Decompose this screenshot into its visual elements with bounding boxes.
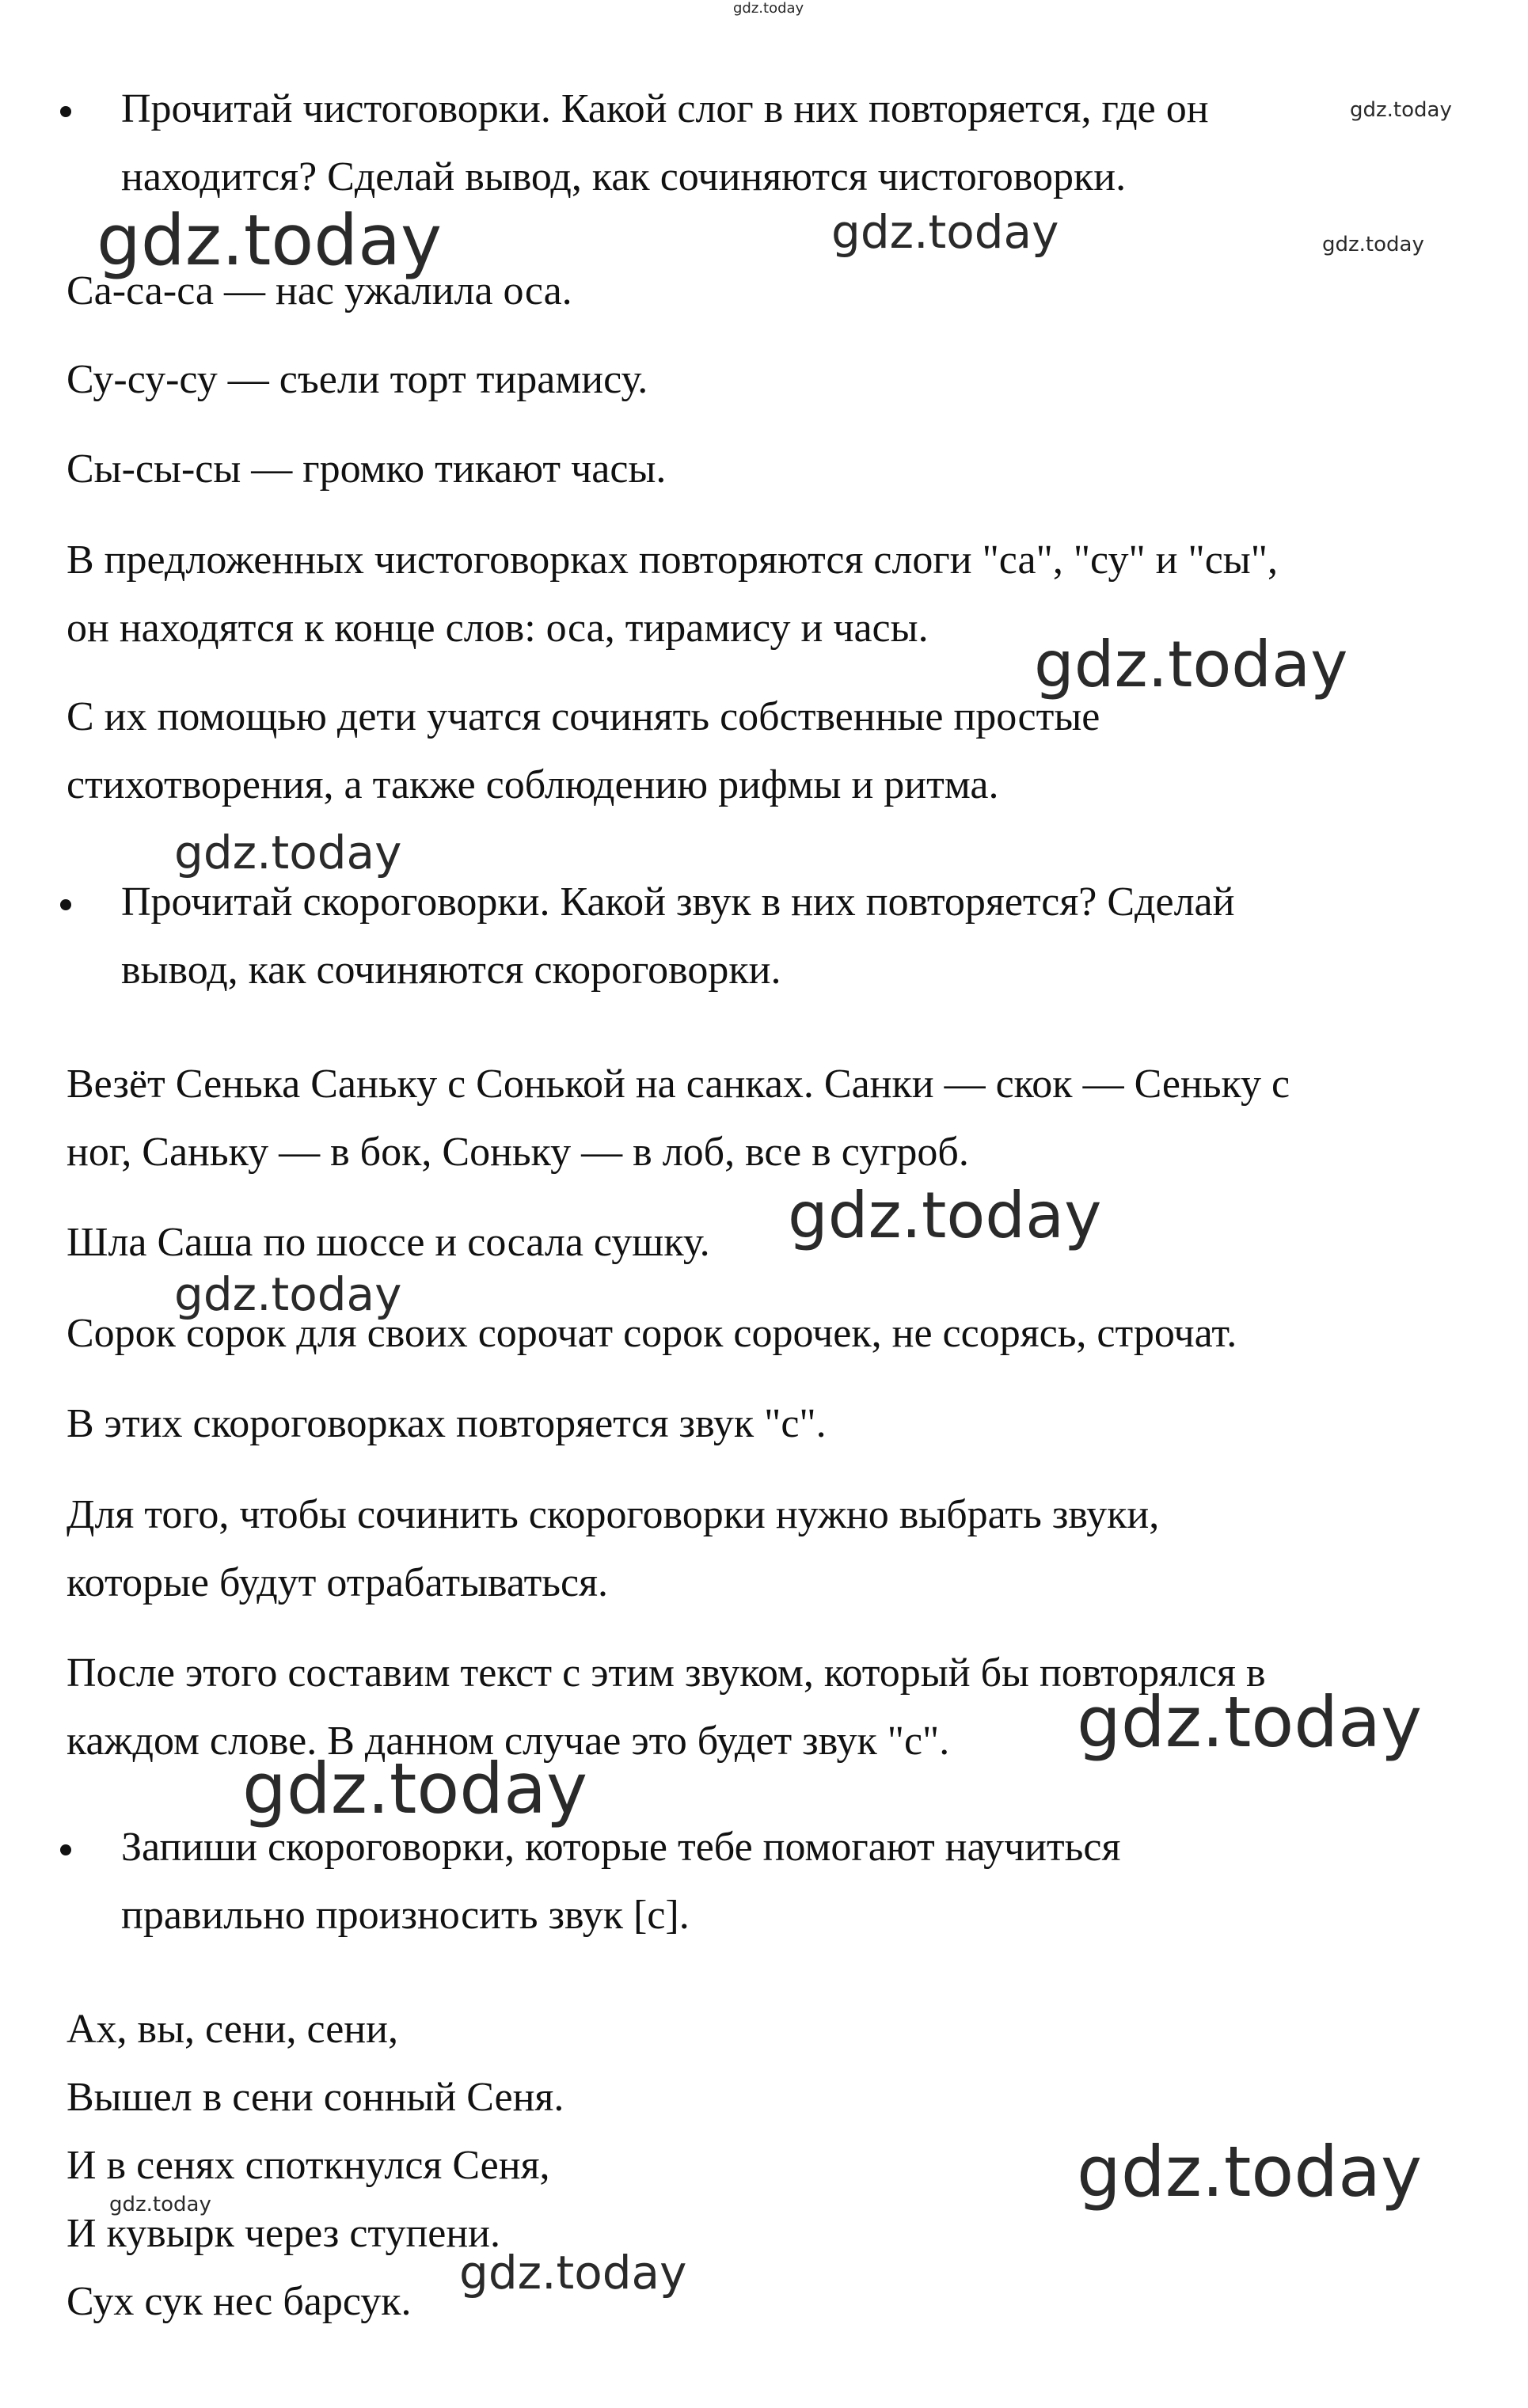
clean-phrase-1: Са-са-са — нас ужалила оса. <box>67 268 572 313</box>
poem-line-2: Вышел в сени сонный Сеня. <box>67 2075 564 2120</box>
tongue-twister-3: Сорок сорок для своих сорочат сорок сорочек, не ссорясь, строчат. <box>67 1311 1237 1356</box>
tongue-twister-1-line-2: ног, Саньку — в бок, Соньку — в лоб, все в сугроб. <box>67 1130 969 1175</box>
question-3-line-1: Запиши скороговорки, которые тебе помогают научиться <box>121 1825 1121 1870</box>
watermark: gdz.today <box>1350 98 1452 122</box>
answer-2-line-1: С их помощью дети учатся сочинять собственные простые <box>67 694 1100 739</box>
poem-line-1: Ах, вы, сени, сени, <box>67 2007 398 2052</box>
question-2-line-2: вывод, как сочиняются скороговорки. <box>121 948 781 993</box>
watermark-top: gdz.today <box>733 0 804 17</box>
question-1-line-1: Прочитай чистоговорки. Какой слог в них повторяется, где он <box>121 86 1209 131</box>
question-1-line-2: находится? Сделай вывод, как сочиняются чистоговорки. <box>121 154 1127 199</box>
answer-4-line-2: которые будут отрабатываться. <box>67 1560 609 1605</box>
watermark: gdz.today <box>97 199 443 281</box>
watermark: gdz.today <box>1077 2131 1423 2212</box>
bullet-icon <box>60 106 71 117</box>
question-2-line-1: Прочитай скороговорки. Какой звук в них повторяется? Сделай <box>121 879 1235 925</box>
watermark: gdz.today <box>459 2246 687 2300</box>
answer-2-line-2: стихотворения, а также соблюдению рифмы и ритма. <box>67 762 999 807</box>
watermark: gdz.today <box>831 205 1059 259</box>
poem-line-4: И кувырк через ступени. <box>67 2211 501 2256</box>
answer-1-line-2: он находятся к конце слов: оса, тирамису и часы. <box>67 606 929 651</box>
watermark: gdz.today <box>1077 1681 1423 1763</box>
answer-3: В этих скороговорках повторяется звук "с". <box>67 1401 827 1446</box>
answer-5-line-1: После этого составим текст с этим звуком, который бы повторялся в <box>67 1650 1266 1696</box>
watermark: gdz.today <box>242 1748 588 1829</box>
answer-1-line-1: В предложенных чистоговорках повторяются слоги "са", "су" и "сы", <box>67 537 1278 583</box>
poem-line-5: Сух сук нес барсук. <box>67 2279 412 2324</box>
watermark: gdz.today <box>109 2193 211 2216</box>
clean-phrase-3: Сы-сы-сы — громко тикают часы. <box>67 446 667 492</box>
answer-4-line-1: Для того, чтобы сочинить скороговорки нужно выбрать звуки, <box>67 1492 1160 1537</box>
answer-5-line-2: каждом слове. В данном случае это будет звук "с". <box>67 1719 950 1764</box>
watermark: gdz.today <box>1322 233 1424 256</box>
watermark: gdz.today <box>788 1179 1102 1252</box>
tongue-twister-2: Шла Саша по шоссе и сосала сушку. <box>67 1220 710 1265</box>
bullet-icon <box>60 1844 71 1855</box>
clean-phrase-2: Су-су-су — съели торт тирамису. <box>67 357 648 402</box>
question-3-line-2: правильно произносить звук [с]. <box>121 1893 690 1938</box>
poem-line-3: И в сенях споткнулся Сеня, <box>67 2143 550 2188</box>
watermark: gdz.today <box>174 826 402 879</box>
watermark: gdz.today <box>174 1267 402 1321</box>
bullet-icon <box>60 899 71 910</box>
tongue-twister-1-line-1: Везёт Сенька Саньку с Сонькой на санках. Санки — скок — Сеньку с <box>67 1062 1290 1107</box>
watermark: gdz.today <box>1034 628 1348 701</box>
